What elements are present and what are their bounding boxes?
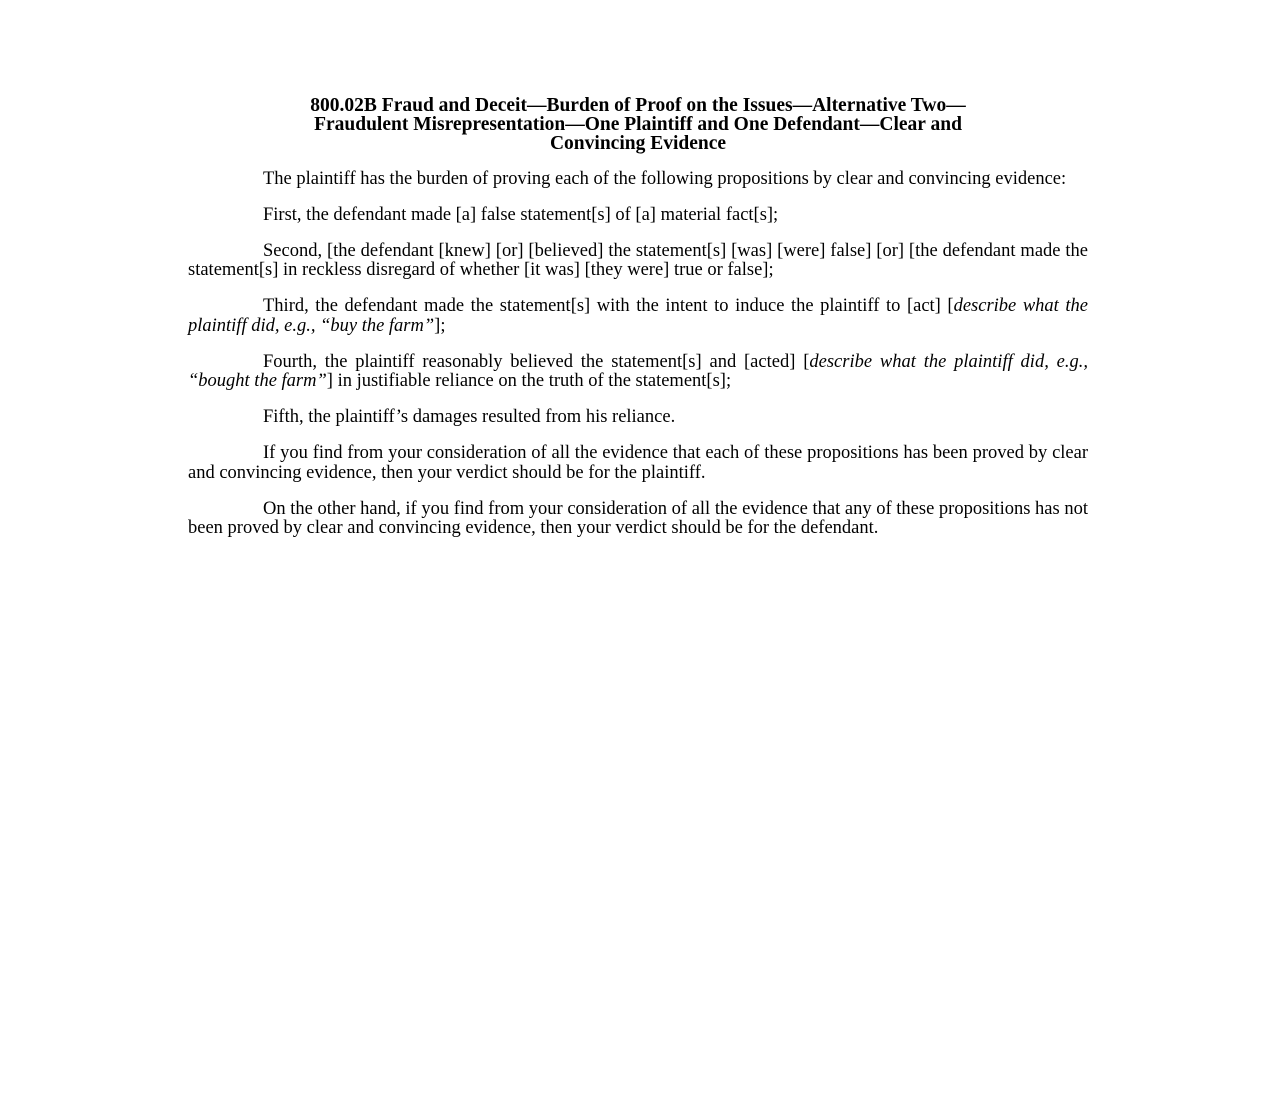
- text-run: Third, the defendant made the statement[s] with the intent to induce the plaintiff to [act] [: [263, 296, 954, 316]
- text-run: ] in justifiable reliance on the truth of the statement[s];: [326, 371, 732, 391]
- text-run: If you find from your consideration of all the evidence that each of these propositions has been proved by clear and convincing evidence, then your verdict should be for the plaintiff.: [188, 443, 1088, 483]
- text-run: The plaintiff has the burden of proving each of the following propositions by clear and convincing evidence:: [263, 168, 1067, 189]
- text-run: Second, [the defendant [knew] [or] [believed] the statement[s] [was] [were] false] [or] [the defendant made the statement[s] in reckless disregard of whether [it was] [they were] true or false];: [188, 240, 1088, 280]
- text-run-italic: describe what the plaintiff did, e.g., “bought the farm”: [188, 351, 1088, 391]
- paragraph-verdict-plaintiff: [188, 444, 1088, 483]
- text-run: First, the defendant made [a] false statement[s] of [a] material fact[s];: [263, 204, 779, 225]
- paragraph-verdict-defendant: [188, 500, 1088, 539]
- title-line: Fraudulent Misrepresentation—One Plaintiff and One Defendant—Clear and: [314, 114, 962, 135]
- paragraph-proposition-fourth: [188, 353, 1088, 392]
- paragraph-proposition-first: [188, 206, 1088, 226]
- text-run: Fifth, the plaintiff’s damages resulted from his reliance.: [263, 407, 676, 427]
- paragraph-proposition-third: [188, 297, 1088, 336]
- text-run: ];: [434, 315, 446, 336]
- document-title: [188, 96, 1088, 153]
- paragraph-burden-intro: [188, 170, 1088, 190]
- text-run: On the other hand, if you find from your consideration of all the evidence that any of these propositions has not been proved by clear and convincing evidence, then your verdict should be for the defendant.: [188, 498, 1088, 538]
- text-run: Fourth, the plaintiff reasonably believed the statement[s] and [acted] [: [263, 351, 810, 372]
- paragraph-proposition-second: [188, 242, 1088, 281]
- document-content: [188, 96, 1088, 539]
- title-line: Convincing Evidence: [549, 133, 727, 154]
- text-run-italic: describe what the plaintiff did, e.g., “buy the farm”: [188, 296, 1088, 336]
- title-line: 800.02B Fraud and Deceit—Burden of Proof on the Issues—Alternative Two—: [310, 95, 966, 116]
- paragraph-proposition-fifth: [188, 408, 1088, 428]
